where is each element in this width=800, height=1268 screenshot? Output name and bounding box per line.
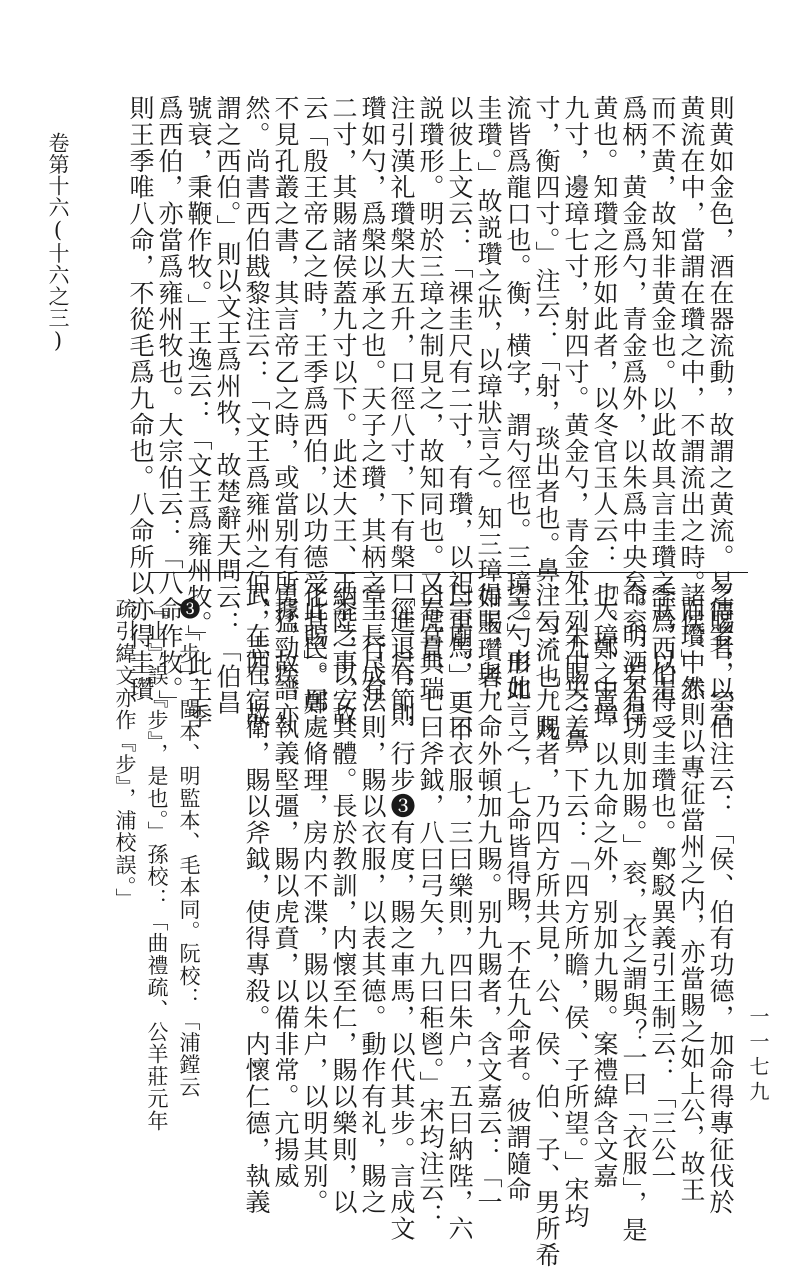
collation-note-column-2: 『止』誤『步』，是也。」孫校：「曲禮疏、公羊莊元年: [145, 598, 169, 1132]
upper-text-column-3: 而不黄，故知非黄金也。以此故具言圭瓚之狀，以圭: [648, 95, 677, 703]
upper-text-column-11: 説瓚形。明於三璋之制見之，故知同也。又春官典瑞: [416, 95, 445, 703]
collation-note-column-1: ❸「步」，閩本、明監本、毛本同。阮校：「浦鏜云: [177, 598, 201, 1099]
upper-text-column-7: 寸，衡四寸。」注云：「射，琰出者也。鼻，勺流也。凡: [532, 95, 561, 743]
upper-text-column-15: 云「殷王帝乙之時，王季爲西伯，以功德受此賜」。鄭: [300, 95, 329, 717]
upper-text-column-18: 謂之西伯。」則以文王爲州牧，故楚辭天問云：「伯昌: [213, 95, 242, 717]
upper-text-column-12: 注引漢礼瓚槃大五升，口徑八寸，下有槃口徑一尺，則: [387, 95, 416, 729]
lower-text-column-3: 季爲西伯得受圭瓚也。鄭駁異義引王制云：「三公一: [648, 582, 677, 1190]
upper-text-column-17: 然。尚書西伯戡黎注云：「文王爲雍州之伯，在西，故: [242, 95, 271, 729]
upper-text-column-5: 黄也。知瓚之形如此者，以冬官玉人云：「大璋、中璋: [590, 95, 619, 729]
lower-text-column-9: 得賜，與九命外頓加九賜。别九賜者，含文嘉云：「一: [474, 582, 503, 1216]
running-header-title: 卷第十六(十六之三): [46, 132, 70, 353]
lower-text-column-12: 「進退有節，行步❸有度，賜之車馬，以代其步。言成文: [387, 582, 416, 1242]
upper-text-column-19: 號衰，秉鞭作牧。」王逸云：「文王爲雍州牧。」此王季: [184, 95, 213, 730]
upper-text-column-4: 爲柄，黄金爲勺，青金爲外，以朱爲中央矣。明酒不得: [619, 95, 648, 729]
section-divider-rule: [150, 572, 748, 573]
upper-text-column-10: 以彼上文云：「裸圭尺有二寸，有瓚，以祀宗廟。」更不: [445, 95, 474, 743]
lower-text-column-7: 注云：「九賜者，乃四方所共見，公、侯、伯、子、男所希: [532, 582, 561, 1268]
lower-text-column-11: 曰虎賁，七曰斧鉞，八曰弓矢，九曰秬鬯。」宋均注云：: [416, 582, 445, 1230]
upper-text-column-21: 則王季唯八命，不從毛爲九命也。八命所以亦得圭瓚: [126, 95, 155, 703]
lower-text-column-13: 章，行成法則，賜以衣服，以表其德。動作有礼，賜之: [358, 582, 387, 1216]
collation-note-column-3: 疏引緯文亦作『步』，浦校誤。」: [113, 598, 137, 910]
upper-text-column-14: 二寸，其賜諸侯蓋九寸以下。此述大王、王季之事，故: [329, 95, 358, 729]
lower-text-column-2: 諸侯。」然則以專征當州之内，亦當賜之如上公，故王: [677, 582, 706, 1204]
lower-text-column-4: 命衮，若有功則加賜。」衮，衣之謂與？一曰「衣服」，是: [619, 582, 648, 1244]
page-number: 一一七九: [746, 1006, 770, 1106]
upper-text-column-16: 不見孔叢之書，其言帝乙之時，或當别有所據，故譜亦: [271, 95, 300, 729]
lower-text-column-14: 納陛，以安其體。長於教訓，内懷至仁，賜以樂則，以: [329, 582, 358, 1216]
lower-text-column-5: 也。鄭之意，以九命之外，别加九賜。案禮緯含文嘉: [590, 582, 619, 1190]
upper-text-column-13: 瓚如勺，爲槃以承之也。天子之瓚，其柄之圭長尺有: [358, 95, 387, 703]
upper-text-column-6: 九寸，邊璋七寸，射四寸。黄金勺，青金外，朱中央，鼻: [561, 95, 590, 755]
lower-text-column-17: 武，志在宿衛，賜以斧鉞，使得專殺。内懷仁德，執義: [242, 582, 271, 1216]
lower-text-column-1: 之賜者，宗伯注云：「侯、伯有功德，加命得專征伐於: [706, 582, 735, 1216]
lower-text-column-8: 望。」由此言之，七命皆得賜，不在九命者。彼謂隨命: [503, 582, 532, 1204]
upper-text-column-9: 圭瓚。」故説瓚之狀，以璋狀言之。知三璋如玉瓚者，: [474, 95, 503, 717]
lower-text-column-16: 勇猛勁疾，執義堅彊，賜以虎賁，以備非常。亢揚威: [271, 582, 300, 1190]
lower-text-column-6: 上列九賜之差，下云：「四方所瞻，侯、子所望。」宋均: [561, 582, 590, 1230]
lower-text-column-15: 化其民。居處脩理，房内不渫，賜以朱户，以明其别。: [300, 582, 329, 1216]
upper-text-column-1: 則黄如金色，酒在器流動，故謂之黄流。易傳者，以言: [706, 95, 735, 729]
upper-text-column-20: 爲西伯，亦當爲雍州牧也。大宗伯云：「八命作牧。」: [155, 95, 184, 717]
lower-text-column-10: 曰車馬，二曰衣服，三曰樂則，四曰朱户，五曰納陛，六: [445, 582, 474, 1242]
upper-text-column-2: 黄流在中，當謂在瓚之中，不謂流出之時。而瓚中赤: [677, 95, 706, 703]
upper-text-column-8: 流皆爲龍口也。衡，横字，謂勺徑也。三璋之勺形如: [503, 95, 532, 703]
